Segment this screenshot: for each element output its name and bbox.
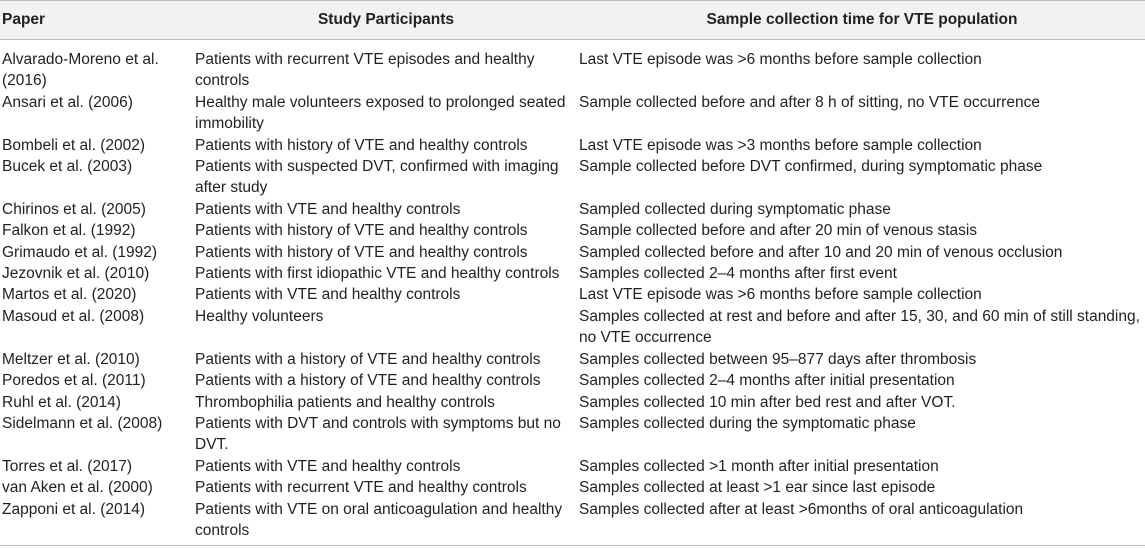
table-header-row [0,0,1145,40]
cell-collection-time: Samples collected at least >1 ear since last episode [579,479,936,497]
cell-collection-time: Samples collected 2–4 months after first event [579,265,897,283]
cell-participants: Patients with a history of VTE and healthy controls [195,372,541,390]
cell-participants: Patients with VTE and healthy controls [195,200,461,218]
cell-participants: Patients with history of VTE and healthy controls [195,136,528,154]
cell-paper: Chirinos et al. (2005) [2,200,146,218]
cell-collection-time: Last VTE episode was >6 months before sample collection [579,286,982,304]
cell-paper: Ansari et al. (2006) [2,93,133,111]
cell-collection-time: Sampled collected during symptomatic phase [579,200,891,218]
table-body [0,40,1145,541]
table-row [0,413,1145,456]
table-row [0,477,1145,498]
cell-collection-time: Samples collected 2–4 months after initial presentation [579,372,955,390]
cell-collection-time: Sample collected before and after 8 h of sitting, no VTE occurrence [579,93,1040,111]
cell-paper: Ruhl et al. (2014) [2,393,121,411]
cell-paper: Meltzer et al. (2010) [2,350,140,368]
cell-paper: Bucek et al. (2003) [2,158,133,176]
cell-collection-time: Samples collected after at least >6months of oral anticoagulation [579,500,1024,518]
table-row [0,199,1145,220]
table-row [0,499,1145,542]
cell-participants: Patients with history of VTE and healthy controls [195,222,528,240]
cell-participants: Patients with VTE and healthy controls [195,457,461,475]
cell-paper: Falkon et al. (1992) [2,222,136,240]
table-row [0,306,1145,349]
cell-participants: Thrombophilia patients and healthy controls [195,393,495,411]
table-row [0,156,1145,199]
cell-collection-time: Last VTE episode was >3 months before sample collection [579,136,982,154]
cell-participants: Patients with suspected DVT, confirmed with imaging after study [195,158,559,197]
cell-collection-time: Samples collected 10 min after bed rest and after VOT. [579,393,956,411]
cell-participants: Patients with VTE on oral anticoagulation and healthy controls [195,500,563,539]
cell-collection-time: Samples collected between 95–877 days after thrombosis [579,350,977,368]
cell-participants: Patients with history of VTE and healthy controls [195,243,528,261]
table-row [0,135,1145,156]
table-row [0,284,1145,305]
cell-paper: Poredos et al. (2011) [2,372,146,390]
cell-paper: Martos et al. (2020) [2,286,137,304]
cell-collection-time: Last VTE episode was >6 months before sample collection [579,51,982,68]
cell-participants: Patients with recurrent VTE and healthy controls [195,479,527,497]
cell-collection-time: Sampled collected before and after 10 and 20 min of venous occlusion [579,243,1063,261]
cell-collection-time: Sample collected before and after 20 min of venous stasis [579,222,978,240]
cell-collection-time: Samples collected during the symptomatic phase [579,414,916,432]
cell-collection-time: Samples collected at rest and before and after 15, 30, and 60 min of still standing, no VTE occurrence [579,307,1140,347]
cell-paper: Sidelmann et al. (2008) [2,414,163,432]
cell-collection-time: Samples collected >1 month after initial presentation [579,457,939,475]
cell-paper: Zapponi et al. (2014) [2,500,146,518]
table-row [0,49,1145,92]
table-row [0,242,1145,263]
cell-paper: Bombeli et al. (2002) [2,136,146,154]
table-row [0,392,1145,413]
table-row [0,263,1145,284]
cell-participants: Healthy male volunteers exposed to prolonged seated immobility [195,93,566,133]
cell-paper: Jezovnik et al. (2010) [2,265,150,283]
table-row [0,349,1145,370]
table-row [0,456,1145,477]
table-row [0,370,1145,391]
cell-participants: Patients with VTE and healthy controls [195,286,461,304]
cell-paper: Grimaudo et al. (1992) [2,243,158,261]
table-row [0,92,1145,135]
header-paper: Paper [2,11,46,28]
cell-participants: Patients with first idiopathic VTE and healthy controls [195,265,560,283]
header-study-participants: Study Participants [317,11,455,28]
cell-paper: Alvarado-Moreno et al. (2016) [2,51,159,90]
cell-participants: Healthy volunteers [195,307,324,325]
header-sample-collection-time: Sample collection time for VTE population [706,11,1018,28]
cell-paper: Torres et al. (2017) [2,457,133,475]
cell-participants: Patients with recurrent VTE episodes and healthy controls [195,51,535,90]
table-bottom-rule [0,545,1145,546]
cell-participants: Patients with DVT and controls with symptoms but no DVT. [195,414,561,454]
cell-participants: Patients with a history of VTE and healthy controls [195,350,541,368]
cell-collection-time: Sample collected before DVT confirmed, during symptomatic phase [579,158,1043,176]
cell-paper: Masoud et al. (2008) [2,307,145,325]
cell-paper: van Aken et al. (2000) [2,479,153,497]
table-row [0,220,1145,241]
